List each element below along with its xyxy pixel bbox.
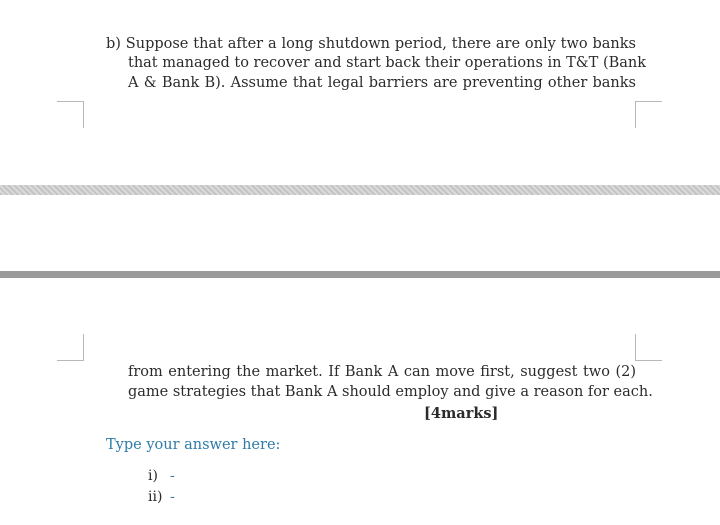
answer-prompt[interactable]: Type your answer here: bbox=[106, 437, 281, 453]
question-text-line-2: that managed to recover and start back their operations in T&T (Bank bbox=[128, 55, 647, 71]
page-separator-bar bbox=[0, 271, 720, 278]
answer-item-number: ii) bbox=[148, 489, 163, 505]
question-text-line-4: from entering the market. If Bank A can move first, suggest two (2) bbox=[128, 364, 636, 380]
marks-label: [4marks] bbox=[424, 405, 499, 422]
page-break-area bbox=[0, 195, 720, 272]
margin-corner-mark-top-right bbox=[635, 101, 662, 128]
margin-corner-mark-bottom-left bbox=[57, 334, 84, 361]
answer-item-number: i) bbox=[148, 468, 158, 484]
margin-corner-mark-bottom-right bbox=[635, 334, 662, 361]
answer-item-placeholder[interactable]: - bbox=[170, 489, 175, 505]
margin-corner-mark-top-left bbox=[57, 101, 84, 128]
page-gap-background bbox=[0, 185, 720, 195]
question-text-line-3: A & Bank B). Assume that legal barriers are preventing other banks bbox=[128, 75, 636, 91]
answer-list-item[interactable] bbox=[148, 467, 175, 485]
question-text-line-5: game strategies that Bank A should employ and give a reason for each. bbox=[128, 384, 653, 400]
answer-item-placeholder[interactable]: - bbox=[170, 468, 175, 484]
answer-list-item[interactable] bbox=[148, 488, 175, 506]
question-text-line-1: b) Suppose that after a long shutdown period, there are only two banks bbox=[106, 36, 636, 52]
